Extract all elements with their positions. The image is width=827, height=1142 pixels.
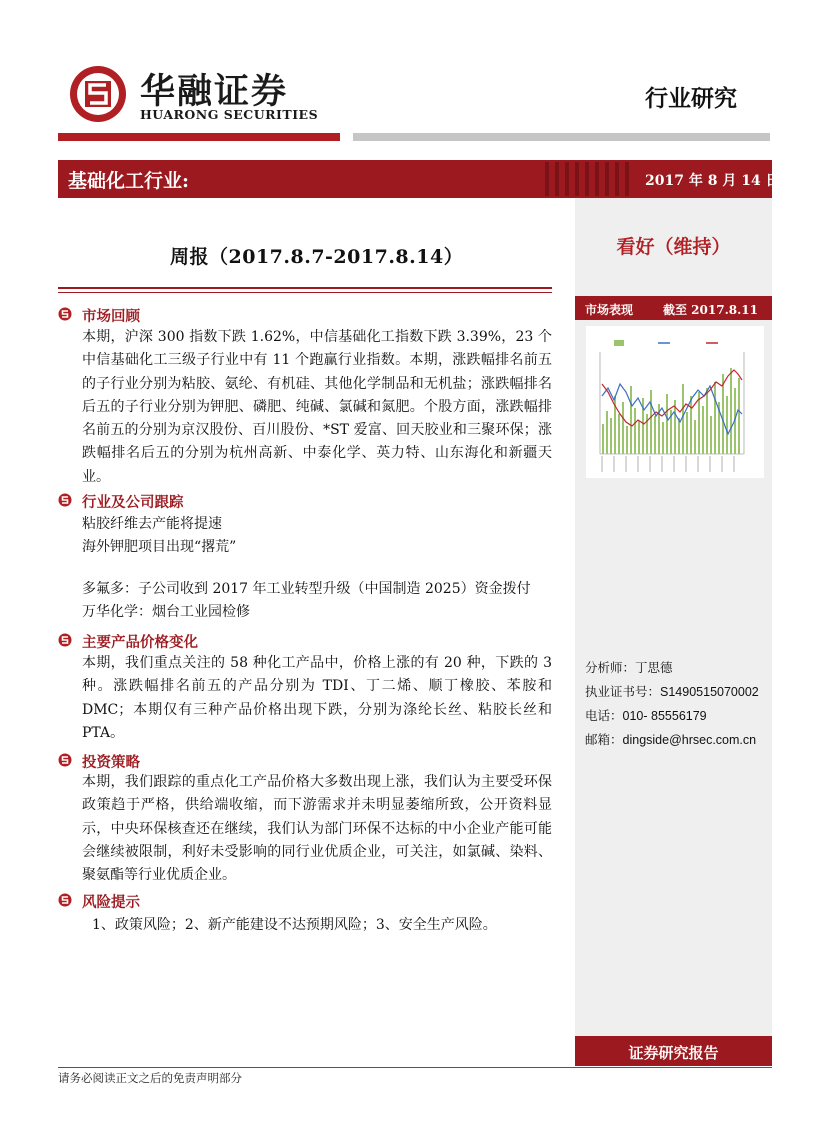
weekly-title: 周报（2017.8.7-2017.8.14）	[170, 246, 464, 268]
disclaimer-note: 请务必阅读正文之后的免责声明部分	[58, 1071, 242, 1085]
section-title-price-changes: 主要产品价格变化	[82, 634, 198, 651]
section-bullet-icon	[58, 753, 72, 767]
tracking-item: 粘胶纤维去产能将提速	[82, 516, 222, 532]
section-bullet-icon	[58, 493, 72, 507]
footer-rule	[58, 1067, 772, 1068]
banner-decoration	[545, 162, 635, 196]
report-label: 证券研究报告	[628, 1044, 719, 1062]
company-item: 多氟多：子公司收到 2017 年工业转型升级（中国制造 2025）资金拨付	[82, 581, 531, 597]
title-rule-thin	[58, 292, 552, 293]
document-type: 行业研究	[645, 85, 737, 112]
market-chart	[586, 326, 764, 478]
industry-title: 基础化工行业:	[68, 170, 190, 192]
section-bullet-icon	[58, 893, 72, 907]
market-performance-label: 市场表现	[585, 303, 634, 317]
section-bullet-icon	[58, 307, 72, 321]
brand-name-cn: 华融证券	[140, 71, 289, 112]
analyst-email: 邮箱：dingside@hrsec.com.cn	[585, 732, 757, 747]
section-bullet-icon	[58, 633, 72, 647]
risk-warning-text: 1、政策风险；2、新产能建设不达预期风险；3、安全生产风险。	[92, 917, 497, 933]
market-review-text: 本期，沪深 300 指数下跌 1.62%，中信基础化工指数下跌 3.39%，23 个中信基础化工三级子行业中有 11 个跑赢行业指数。本期，涨跌幅排名前五的子行业分别为粘胶、氨纶、有机硅、其他化学制品和无机盐；涨跌幅排名后五的子行业分别为钾肥、磷肥、纯碱、氯碱和氮肥。个股方面，涨跌幅排名前五的分别为京汉股份、百川股份、*ST 爱富、回天胶业和三聚环保；涨跌幅排名后五的分别为杭州高新、中泰化学、英力特、山东海化和新疆天业。	[82, 329, 552, 485]
huarong-logo-icon	[68, 64, 128, 124]
section-title-industry-tracking: 行业及公司跟踪	[82, 494, 184, 511]
investment-strategy-text: 本期，我们跟踪的重点化工产品价格大多数出现上涨，我们认为主要受环保政策趋于严格，供给端收缩，而下游需求并未明显萎缩所致，公开资料显示，中央环保核查还在继续，我们认为部门环保不达标的中小企业产能可能会继续被限制，利好未受影响的同行业优质企业，可关注，如氯碱、染料、聚氨酯等行业优质企业。	[82, 774, 552, 884]
analyst-name: 分析师：丁思德	[585, 660, 673, 675]
analyst-license: 执业证书号：S1490515070002	[585, 684, 759, 699]
price-changes-text: 本期，我们重点关注的 58 种化工产品中，价格上涨的有 20 种，下跌的 3 种。涨跌幅排名前五的产品分别为 TDI、丁二烯、顺丁橡胶、苯胺和 DMC；本期仅有三种产品价格出现下跌，分别为涤纶长丝、粘胶长丝和 PTA。	[82, 655, 552, 741]
header-bar-red	[58, 133, 340, 141]
section-title-market-review: 市场回顾	[82, 308, 140, 325]
section-title-investment-strategy: 投资策略	[82, 754, 140, 771]
header-bar-gray	[353, 133, 770, 141]
report-date: 2017 年 8 月 14 日	[645, 173, 780, 189]
sidebar	[575, 198, 772, 1036]
tracking-item: 海外钾肥项目出现“撂荒”	[82, 539, 237, 555]
brand-name-en: HUARONG SECURITIES	[140, 107, 319, 122]
analyst-phone: 电话：010- 85556179	[585, 708, 707, 723]
rating: 看好（维持）	[616, 236, 731, 258]
market-performance-date: 截至 2017.8.11	[663, 303, 758, 317]
title-rule	[58, 287, 552, 289]
section-title-risk-warning: 风险提示	[82, 894, 140, 911]
company-item: 万华化学：烟台工业园检修	[82, 604, 250, 620]
